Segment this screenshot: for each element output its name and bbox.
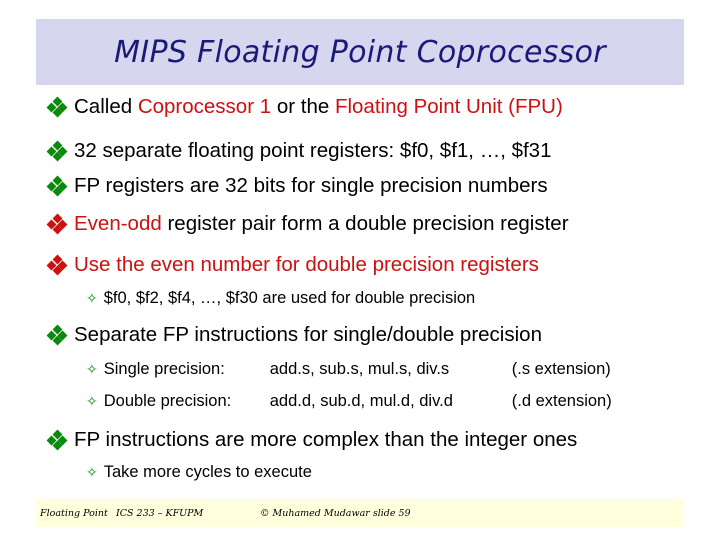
bullet-6 bbox=[48, 323, 542, 347]
slide-footer bbox=[36, 499, 684, 527]
precision-label: Double precision: bbox=[103, 392, 232, 410]
bullet-text: Called Coprocessor 1 or the Floating Point Unit (FPU) bbox=[74, 95, 563, 118]
star-bullet-icon: ✧ bbox=[86, 464, 98, 480]
bullet-text: Even-odd register pair form a double precision register bbox=[74, 212, 569, 235]
diamond-bullet-icon bbox=[48, 142, 66, 160]
precision-ops: add.d, sub.d, mul.d, div.d bbox=[269, 392, 453, 410]
precision-extension: (.s extension) bbox=[511, 360, 611, 378]
diamond-bullet-icon bbox=[48, 177, 66, 195]
diamond-bullet-icon bbox=[48, 431, 66, 449]
bullet-4 bbox=[48, 212, 569, 236]
sub-bullet-text: Take more cycles to execute bbox=[103, 463, 312, 481]
diamond-bullet-icon bbox=[48, 326, 66, 344]
sub-bullet bbox=[86, 463, 312, 482]
sub-bullet bbox=[86, 289, 475, 308]
diamond-bullet-icon bbox=[48, 215, 66, 233]
diamond-bullet-icon bbox=[48, 98, 66, 116]
bullet-5 bbox=[48, 253, 539, 277]
bullet-7 bbox=[48, 428, 577, 452]
bullet-text: FP registers are 32 bits for single precision numbers bbox=[74, 174, 548, 197]
diamond-bullet-icon bbox=[48, 256, 66, 274]
precision-ops: add.s, sub.s, mul.s, div.s bbox=[269, 360, 450, 378]
star-bullet-icon: ✧ bbox=[86, 393, 98, 409]
sub-bullet-single bbox=[86, 360, 611, 379]
slide-title: MIPS Floating Point Coprocessor bbox=[114, 34, 606, 70]
bullet-text: Use the even number for double precision registers bbox=[74, 253, 539, 276]
bullet-text: 32 separate floating point registers: $f0, $f1, …, $f31 bbox=[74, 139, 552, 162]
bullet-1 bbox=[48, 95, 563, 119]
footer-course: ICS 233 – KFUPM bbox=[116, 508, 204, 519]
precision-label: Single precision: bbox=[103, 360, 225, 378]
bullet-text: FP instructions are more complex than the integer ones bbox=[74, 428, 578, 451]
footer-credit: © Muhamed Mudawar slide 59 bbox=[260, 508, 411, 519]
bullet-3 bbox=[48, 174, 548, 198]
sub-bullet-text: $f0, $f2, $f4, …, $f30 are used for double precision bbox=[103, 289, 476, 307]
title-banner bbox=[36, 19, 684, 85]
footer-section: Floating Point bbox=[40, 508, 108, 519]
star-bullet-icon: ✧ bbox=[86, 290, 98, 306]
bullet-2 bbox=[48, 139, 552, 163]
star-bullet-icon: ✧ bbox=[86, 361, 98, 377]
sub-bullet-double bbox=[86, 392, 612, 411]
precision-extension: (.d extension) bbox=[511, 392, 612, 410]
bullet-text: Separate FP instructions for single/double precision bbox=[74, 323, 542, 346]
